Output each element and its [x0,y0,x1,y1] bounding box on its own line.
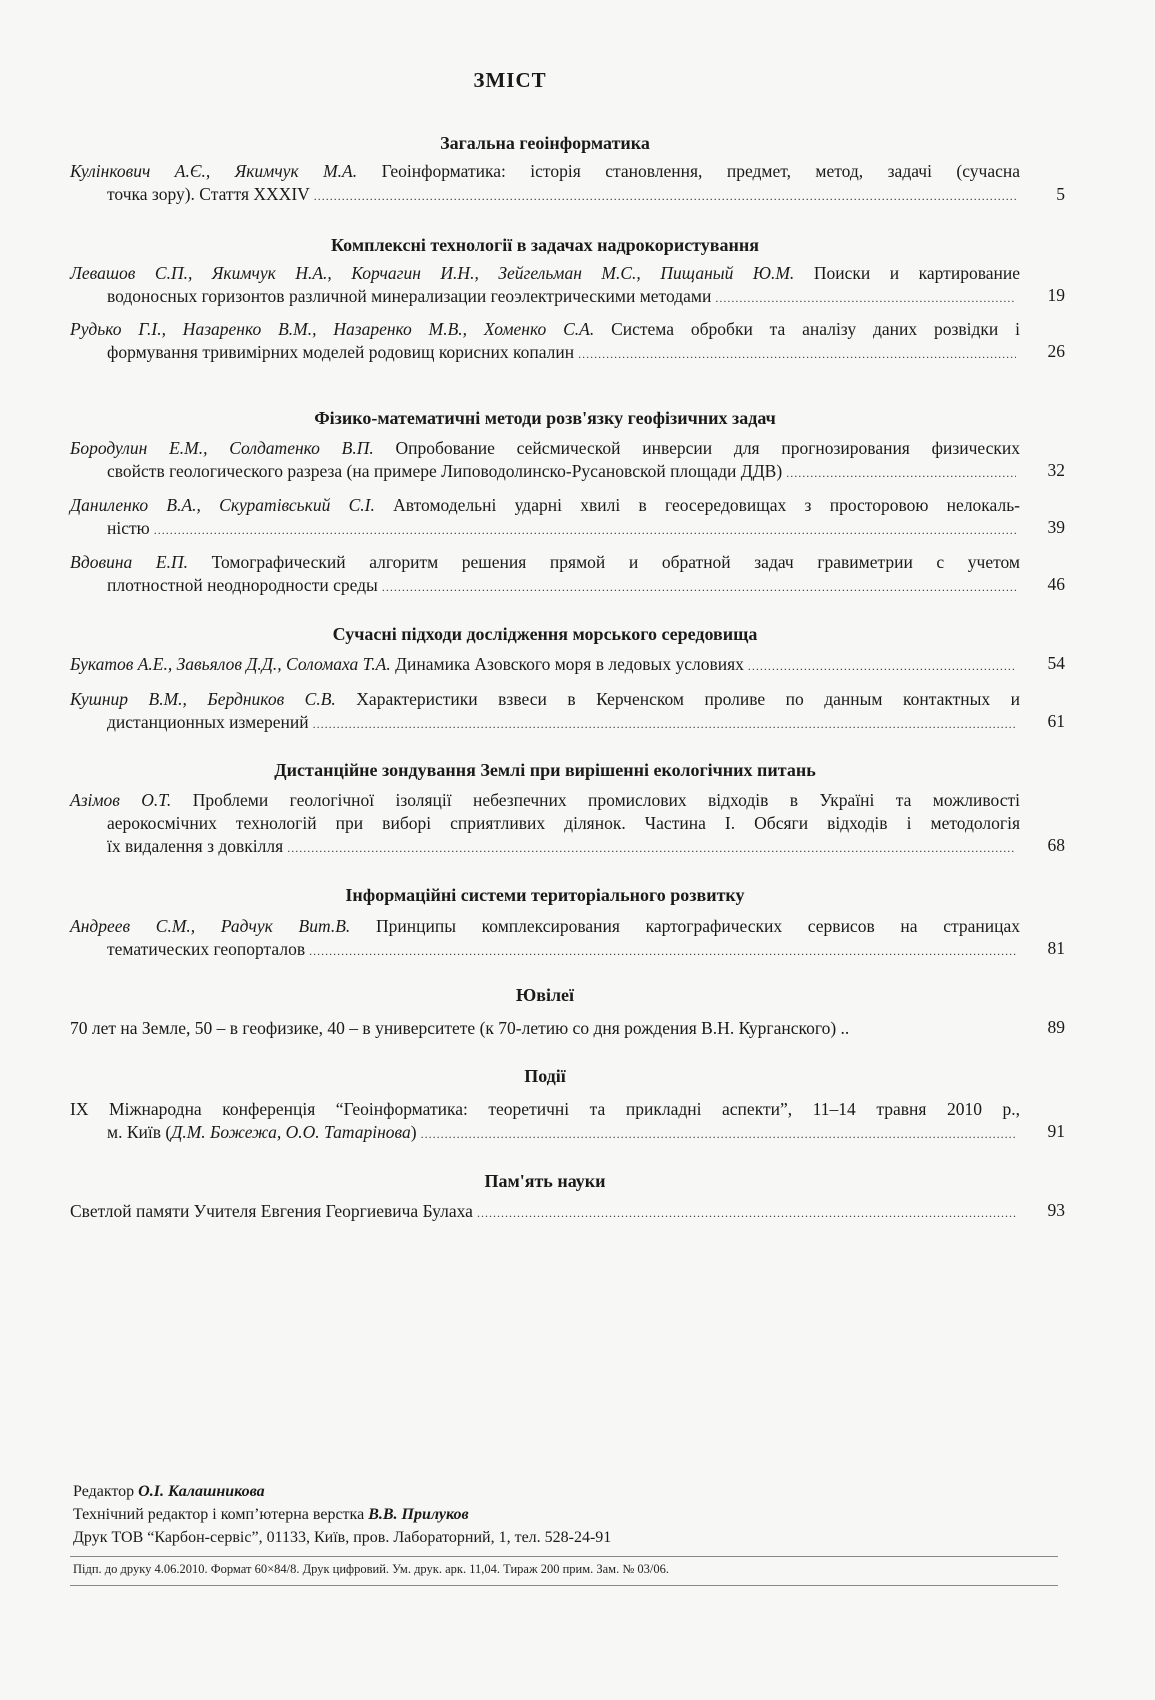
entry-page: 26 [1047,341,1065,361]
entry-title: 70 лет на Земле, 50 – в геофизике, 40 – в университете (к 70-летию со дня рождения В.Н. Курганского) .. [70,1018,850,1038]
entry-authors: Бородулин Е.М., Солдатенко В.П. [70,438,374,458]
leader-dots [578,343,1016,366]
entry-page: 81 [1047,938,1065,958]
entry-authors: Кулінкович А.Є., Якимчук М.А. [70,161,358,181]
tech-editor-name: В.В. Прилуков [368,1506,469,1523]
entry-title: Опробование сейсмической инверсии для прогнозирования физических [395,438,1020,458]
section-heading: Інформаційні системи територіального розвитку [345,885,745,905]
entry-title: Поиски и картирование [813,263,1020,283]
entry-page: 93 [1047,1200,1065,1220]
entry-title: Принципы комплексирования картографических сервисов на страницах [375,916,1021,936]
leader-dots [477,1202,1016,1225]
entry-title-cont: плотностной неоднородности среды [107,575,378,595]
entry-authors: Вдовина Е.П. [70,552,188,572]
divider [70,1585,1058,1586]
section-heading: Фізико-математичні методи розв'язку геофізичних задач [314,408,776,428]
section-heading: Сучасні підходи дослідження морського середовища [332,624,758,644]
entry-title-cont: точка зору). Стаття XXXIV [107,184,310,204]
toc-entry[interactable] [70,653,1020,678]
page-title: ЗМІСТ [473,68,547,92]
entry-title-cont: водоносных горизонтов различной минерализации геоэлектрическими методами [107,286,712,306]
leader-dots [748,655,1016,678]
entry-title: Светлой памяти Учителя Евгения Георгиевича Булаха [70,1201,473,1221]
toc-entry[interactable] [70,1200,1020,1225]
printer-line: Друк ТОВ “Карбон-сервіс”, 01133, Київ, пров. Лабораторний, 1, тел. 528-24-91 [73,1529,612,1546]
entry-page: 54 [1047,653,1065,673]
tech-editor-label: Технічний редактор і комп’ютерна верстка [73,1506,365,1523]
toc-entry[interactable] [70,915,1020,963]
section-heading: Загальна геоінформатика [440,133,650,153]
entry-title-cont: аерокосмічних технологій при виборі сприятливих ділянок. Частина І. Обсяги відходів і методологія [107,813,1020,833]
toc-entry[interactable] [70,494,1020,542]
editor-label: Редактор [73,1483,135,1500]
entry-title: IX Міжнародна конференція “Геоінформатика: теоретичні та прикладні аспекти”, 11–14 травня 2010 р., [70,1099,1020,1119]
entry-title-cont: їх видалення з довкілля [107,836,284,856]
entry-authors: Д.М. Божежа, О.О. Татарінова [171,1122,411,1142]
entry-authors: Левашов С.П., Якимчук Н.А., Корчагин И.Н., Зейгельман М.С., Пищаный Ю.М. [70,263,795,283]
toc-entry[interactable] [70,262,1020,310]
leader-dots [715,287,1016,310]
toc-entry[interactable] [70,1098,1020,1146]
leader-dots [786,462,1016,485]
leader-dots [154,519,1016,542]
toc-entry[interactable] [70,1017,1020,1040]
leader-dots [309,940,1016,963]
leader-dots [382,576,1016,599]
entry-page: 89 [1047,1017,1065,1037]
entry-title: Проблеми геологічної ізоляції небезпечних промислових відходів в Україні та можливості [192,790,1020,810]
entry-page: 19 [1047,285,1065,305]
toc-entry[interactable] [70,688,1020,736]
toc-entry[interactable] [70,160,1020,208]
entry-page: 68 [1047,835,1065,855]
entry-title: Геоінформатика: історія становлення, предмет, метод, задачі (сучасна [381,161,1020,181]
entry-authors: Даниленко В.А., Скуратівський С.І. [70,495,375,515]
entry-page: 46 [1047,574,1065,594]
entry-title: Система обробки та аналізу даних розвідки і [611,319,1021,339]
entry-title-cont: формування тривимірних моделей родовищ корисних копалин [107,342,575,362]
divider [70,1556,1058,1557]
section-heading: Ювілеї [515,985,575,1005]
entry-title-cont: свойств геологического разреза (на примере Липоводолинско-Русановской площади ДДВ) [107,461,783,481]
entry-title: Автомодельні ударні хвилі в геосередовищах з просторовою нелокаль- [393,495,1020,515]
section-heading: Дистанційне зондування Землі при вирішенні екологічних питань [274,760,816,780]
entry-title-cont: ністю [107,518,150,538]
entry-authors: Азімов О.Т. [70,790,172,810]
entry-title-cont: дистанционных измерений [107,712,309,732]
entry-authors: Рудько Г.І., Назаренко В.М., Назаренко М.В., Хоменко С.А. [70,319,595,339]
entry-title: Динамика Азовского моря в ледовых условиях [395,654,744,674]
section-heading: Комплексні технології в задачах надрокористування [331,235,759,255]
colophon [73,1480,611,1549]
leader-dots [313,713,1016,736]
entry-title: Характеристики взвеси в Керченском проливе по данным контактных и [356,689,1021,709]
entry-title-cont: м. Київ ( [107,1122,172,1142]
toc-entry[interactable] [70,437,1020,485]
entry-authors: Кушнир В.М., Бердников С.В. [70,689,336,709]
entry-page: 32 [1047,460,1065,480]
editor-name: О.І. Калашникова [138,1483,265,1500]
editor-line [73,1480,611,1503]
entry-title-cont: тематических геопорталов [107,939,306,959]
entry-authors: Андреев С.М., Радчук Вит.В. [70,916,351,936]
toc-entry[interactable] [70,789,1020,860]
entry-page: 61 [1047,711,1065,731]
toc-entry[interactable] [70,318,1020,366]
leader-dots [287,837,1016,860]
entry-page: 91 [1047,1121,1065,1141]
toc-entry[interactable] [70,551,1020,599]
section-heading: Події [524,1066,566,1086]
entry-page: 39 [1047,517,1065,537]
entry-title-cont: ) [410,1122,417,1142]
section-heading: Пам'ять науки [484,1171,606,1191]
tech-editor-line [73,1503,611,1526]
leader-dots [314,185,1016,208]
entry-title: Томографический алгоритм решения прямой и обратной задач гравиметрии с учетом [211,552,1021,572]
imprint-line: Підп. до друку 4.06.2010. Формат 60×84/8. Друк цифровий. Ум. друк. арк. 11,04. Тираж 200 прим. Зам. № 03/06. [73,1562,669,1576]
entry-authors: Букатов А.Е., Завьялов Д.Д., Соломаха Т.А. [70,654,391,674]
leader-dots [421,1123,1016,1146]
entry-page: 5 [1056,184,1065,204]
